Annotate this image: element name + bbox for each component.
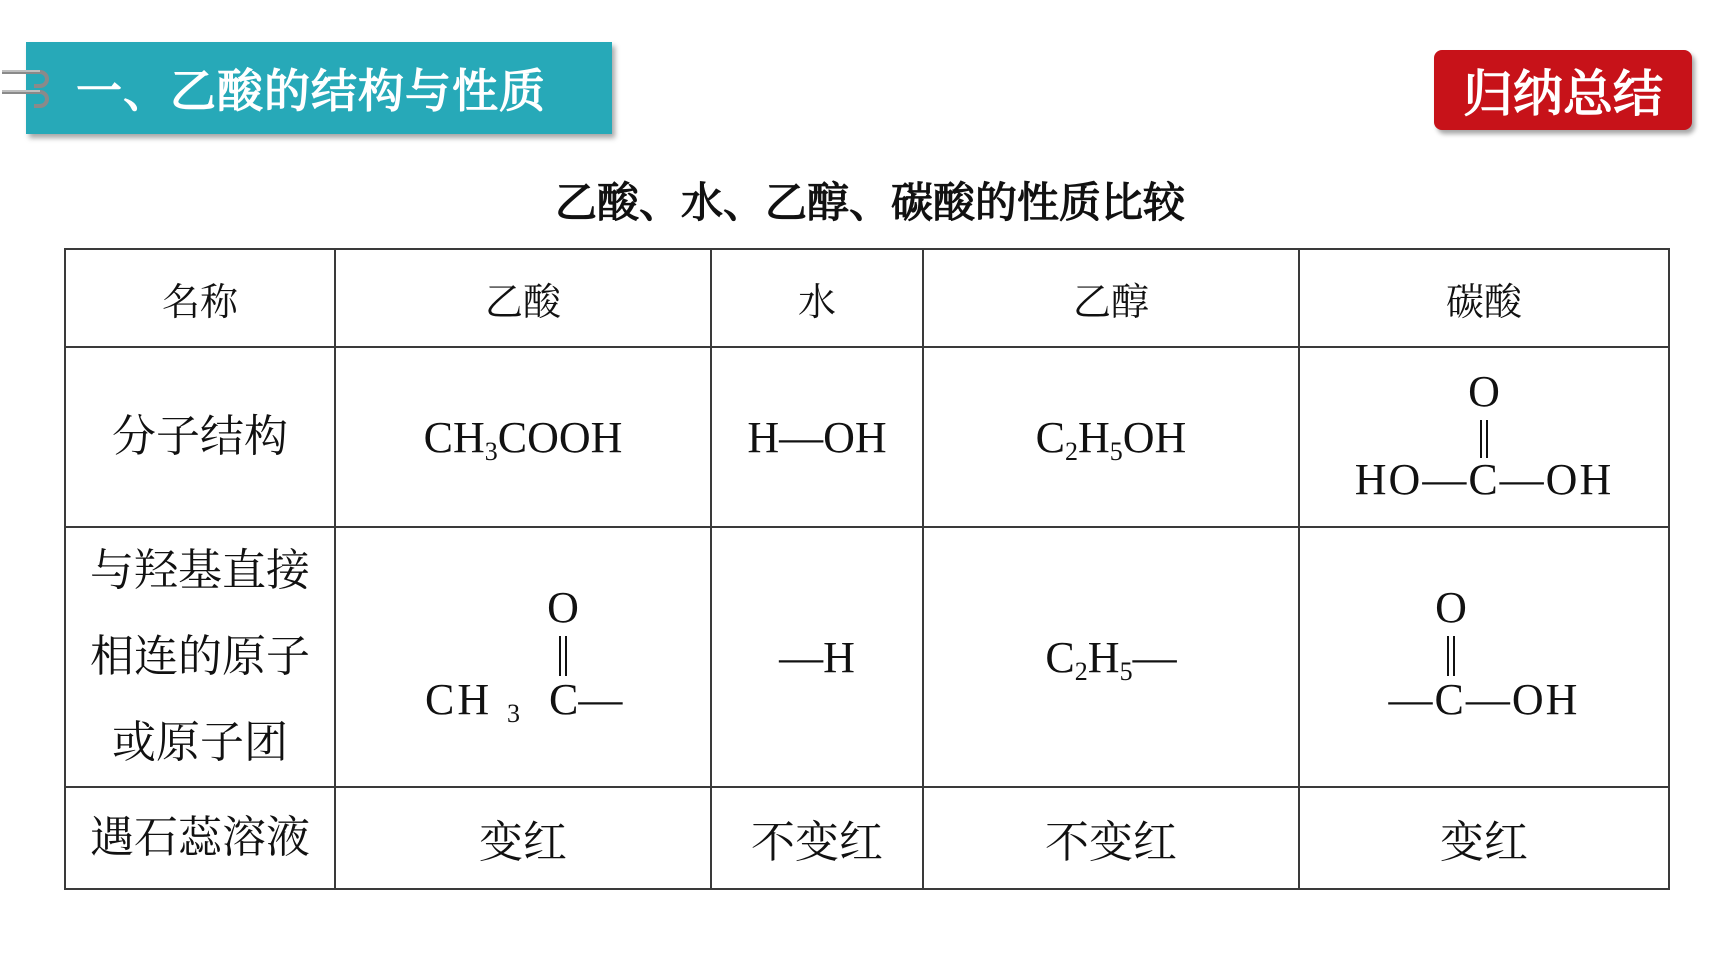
structural-group-acetyl [373, 580, 673, 730]
formula-ethanol: $C_2H_5OH$ [1035, 412, 1187, 466]
table-row-litmus [65, 787, 1669, 889]
litmus-water: 不变红 [711, 787, 923, 889]
carbonyl-carbon: C— [549, 675, 623, 724]
section-title-tab [26, 42, 612, 134]
oxygen-top: O [1468, 367, 1500, 416]
header-cell-carbonic-acid: 碳酸 [1299, 249, 1669, 347]
header-cell-ethanol: 乙醇 [923, 249, 1299, 347]
table-header-row [65, 249, 1669, 347]
header-cell-water: 水 [711, 249, 923, 347]
comparison-table [64, 248, 1670, 890]
row-label-litmus: 遇石蕊溶液 [65, 787, 335, 889]
table-row-structure [65, 347, 1669, 527]
summary-badge [1434, 50, 1692, 130]
formula-ethyl-group: $C_2H_5—$ [1045, 632, 1177, 686]
row-label-hydroxyl-attached: 与羟基直接 相连的原子 或原子团 [65, 527, 335, 787]
table-row-hydroxyl-attached [65, 527, 1669, 787]
row-label-structure: 分子结构 [65, 347, 335, 527]
methyl-group: CH [425, 675, 493, 724]
structural-formula-carbonic-acid [1319, 360, 1649, 510]
cell-ethanol-structure [923, 347, 1299, 527]
formula-water: H—OH [747, 412, 887, 462]
litmus-acetic-acid: 变红 [335, 787, 711, 889]
binder-rings-icon [0, 62, 64, 112]
cell-carbonic-structure [1299, 347, 1669, 527]
summary-label: 归纳总结 [1463, 65, 1663, 123]
cell-acetic-group [335, 527, 711, 787]
cell-acetic-structure [335, 347, 711, 527]
header-cell-acetic-acid: 乙酸 [335, 249, 711, 347]
formula-water-group: —H [779, 632, 855, 682]
litmus-carbonic-acid: 变红 [1299, 787, 1669, 889]
cell-water-group [711, 527, 923, 787]
header-cell-name: 名称 [65, 249, 335, 347]
formula-acetic-acid: $CH_3COOH$ [423, 412, 623, 466]
cell-water-structure [711, 347, 923, 527]
carboxyl-chain: —C—OH [1388, 675, 1580, 724]
table-caption: 乙酸、水、乙醇、碳酸的性质比较 [554, 178, 1185, 227]
carbonic-main-chain: HO—C—OH [1354, 455, 1614, 504]
oxygen-top: O [1435, 583, 1467, 632]
oxygen-top: O [547, 583, 579, 632]
litmus-ethanol: 不变红 [923, 787, 1299, 889]
cell-carbonic-group [1299, 527, 1669, 787]
section-title: 一、乙酸的结构与性质 [76, 64, 546, 118]
methyl-subscript: 3 [507, 699, 520, 728]
cell-ethanol-group [923, 527, 1299, 787]
structural-group-carboxyl [1319, 580, 1649, 730]
